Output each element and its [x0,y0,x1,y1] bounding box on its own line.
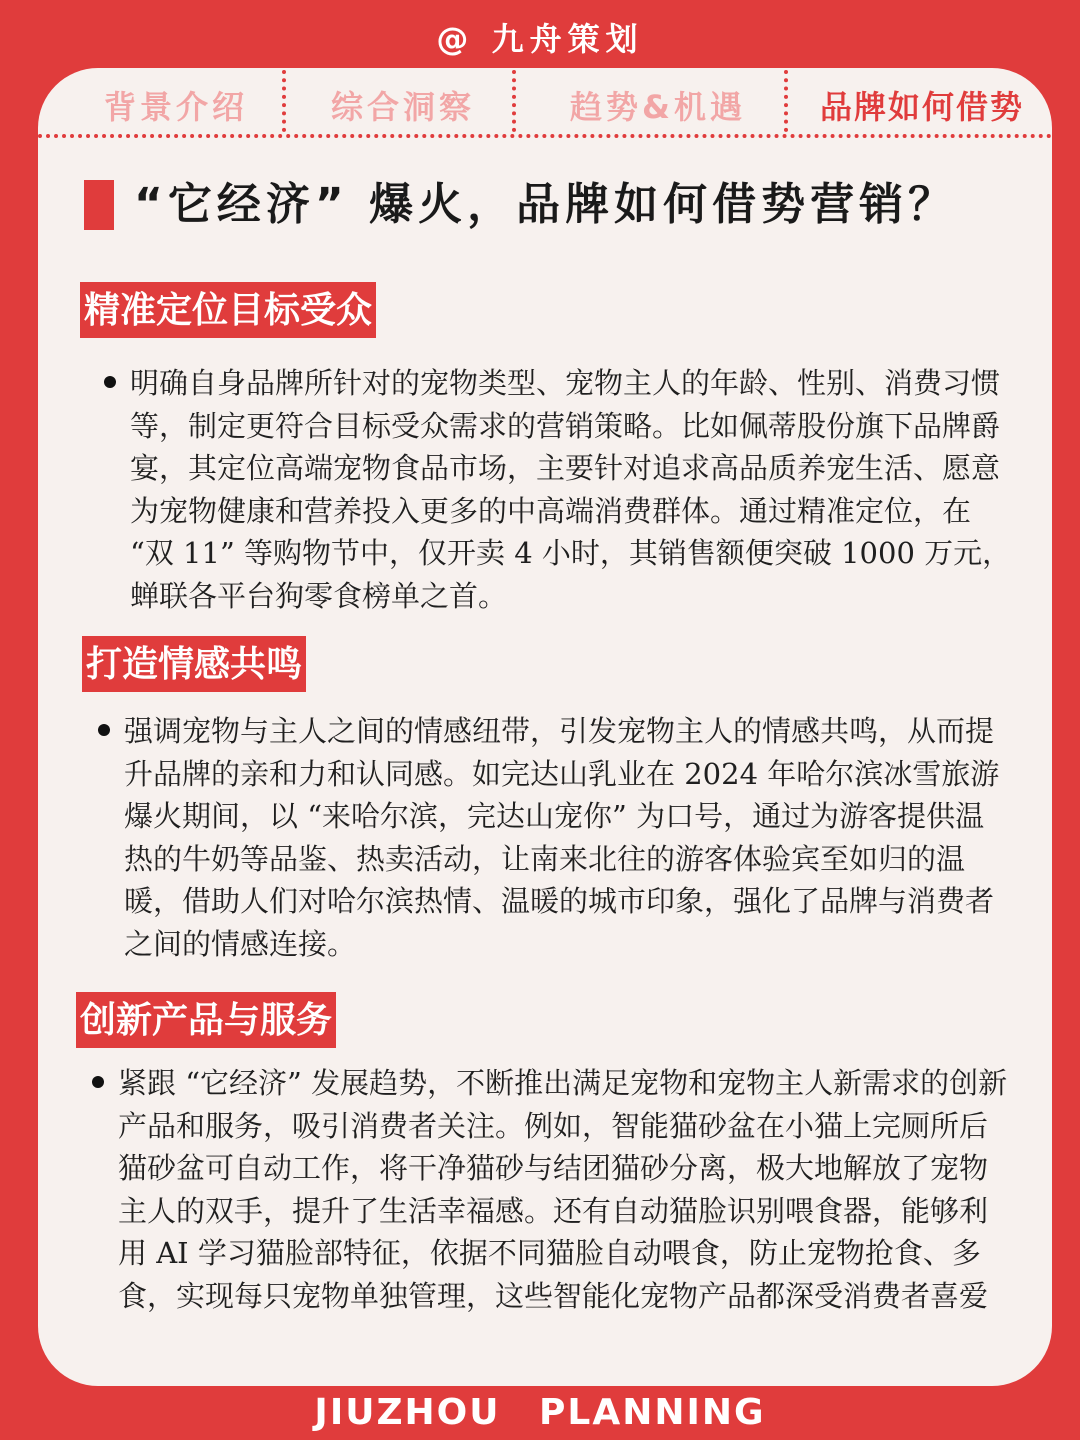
tab-brand-leverage[interactable]: 品牌如何借势 [819,88,1024,126]
title-accent-bar [84,180,114,230]
tab-trends[interactable]: 趋势&机遇 [570,88,746,126]
page-title: “它经济” 爆火，品牌如何借势营销？ [134,179,958,230]
section-text: 紧跟 “它经济” 发展趋势，不断推出满足宠物和宠物主人新需求的创新产品和服务，吸引消费者关注。例如，智能猫砂盆在小猫上完厕所后猫砂盆可自动工作，将干净猫砂与结团猫砂分离，极大地解放了宠物主人的双手，提升了生活幸福感。还有自动猫脸识别喂食器，能够利用 AI 学习猫脸部特征，依据不同猫脸自动喂食，防止宠物抢食、多食，实现每只宠物单独管理，这些智能化宠物产品都深受消费者喜爱 [118,1066,1008,1313]
content-card [38,68,1052,1386]
section-heading-innovation: 创新产品与服务 [76,992,336,1048]
tab-bar [38,68,1052,138]
tab-divider [282,70,286,132]
bullet-icon [104,376,116,388]
section-body-innovation [118,1062,1008,1317]
tab-divider [784,70,788,132]
section-heading-targeting: 精准定位目标受众 [80,282,376,338]
brand-header: @ 九舟策划 [436,20,644,58]
tab-insight[interactable]: 综合洞察 [330,88,475,126]
section-heading-emotion: 打造情感共鸣 [82,636,306,692]
bullet-icon [92,1076,104,1088]
tab-background[interactable]: 背景介绍 [103,88,248,126]
section-body-emotion [124,710,1010,965]
tab-divider [512,70,516,132]
section-body-targeting [130,362,1016,617]
footer-brand: JIUZHOU PLANNING [314,1392,766,1433]
section-text: 强调宠物与主人之间的情感纽带，引发宠物主人的情感共鸣，从而提升品牌的亲和力和认同感。如完达山乳业在 2024 年哈尔滨冰雪旅游爆火期间，以 “来哈尔滨，完达山宠你” 为口号，通过为游客提供温热的牛奶等品鉴、热卖活动，让南来北往的游客体验宾至如归的温暖，借助人们对哈尔滨热情、温暖的城市印象，强化了品牌与消费者之间的情感连接。 [124,714,1000,961]
bullet-icon [98,724,110,736]
section-text: 明确自身品牌所针对的宠物类型、宠物主人的年龄、性别、消费习惯等，制定更符合目标受众需求的营销策略。比如佩蒂股份旗下品牌爵宴，其定位高端宠物食品市场，主要针对追求高品质养宠生活、愿意为宠物健康和营养投入更多的中高端消费群体。通过精准定位，在 “双 11” 等购物节中，仅开卖 4 小时，其销售额便突破 1000 万元，蝉联各平台狗零食榜单之首。 [130,366,1012,613]
